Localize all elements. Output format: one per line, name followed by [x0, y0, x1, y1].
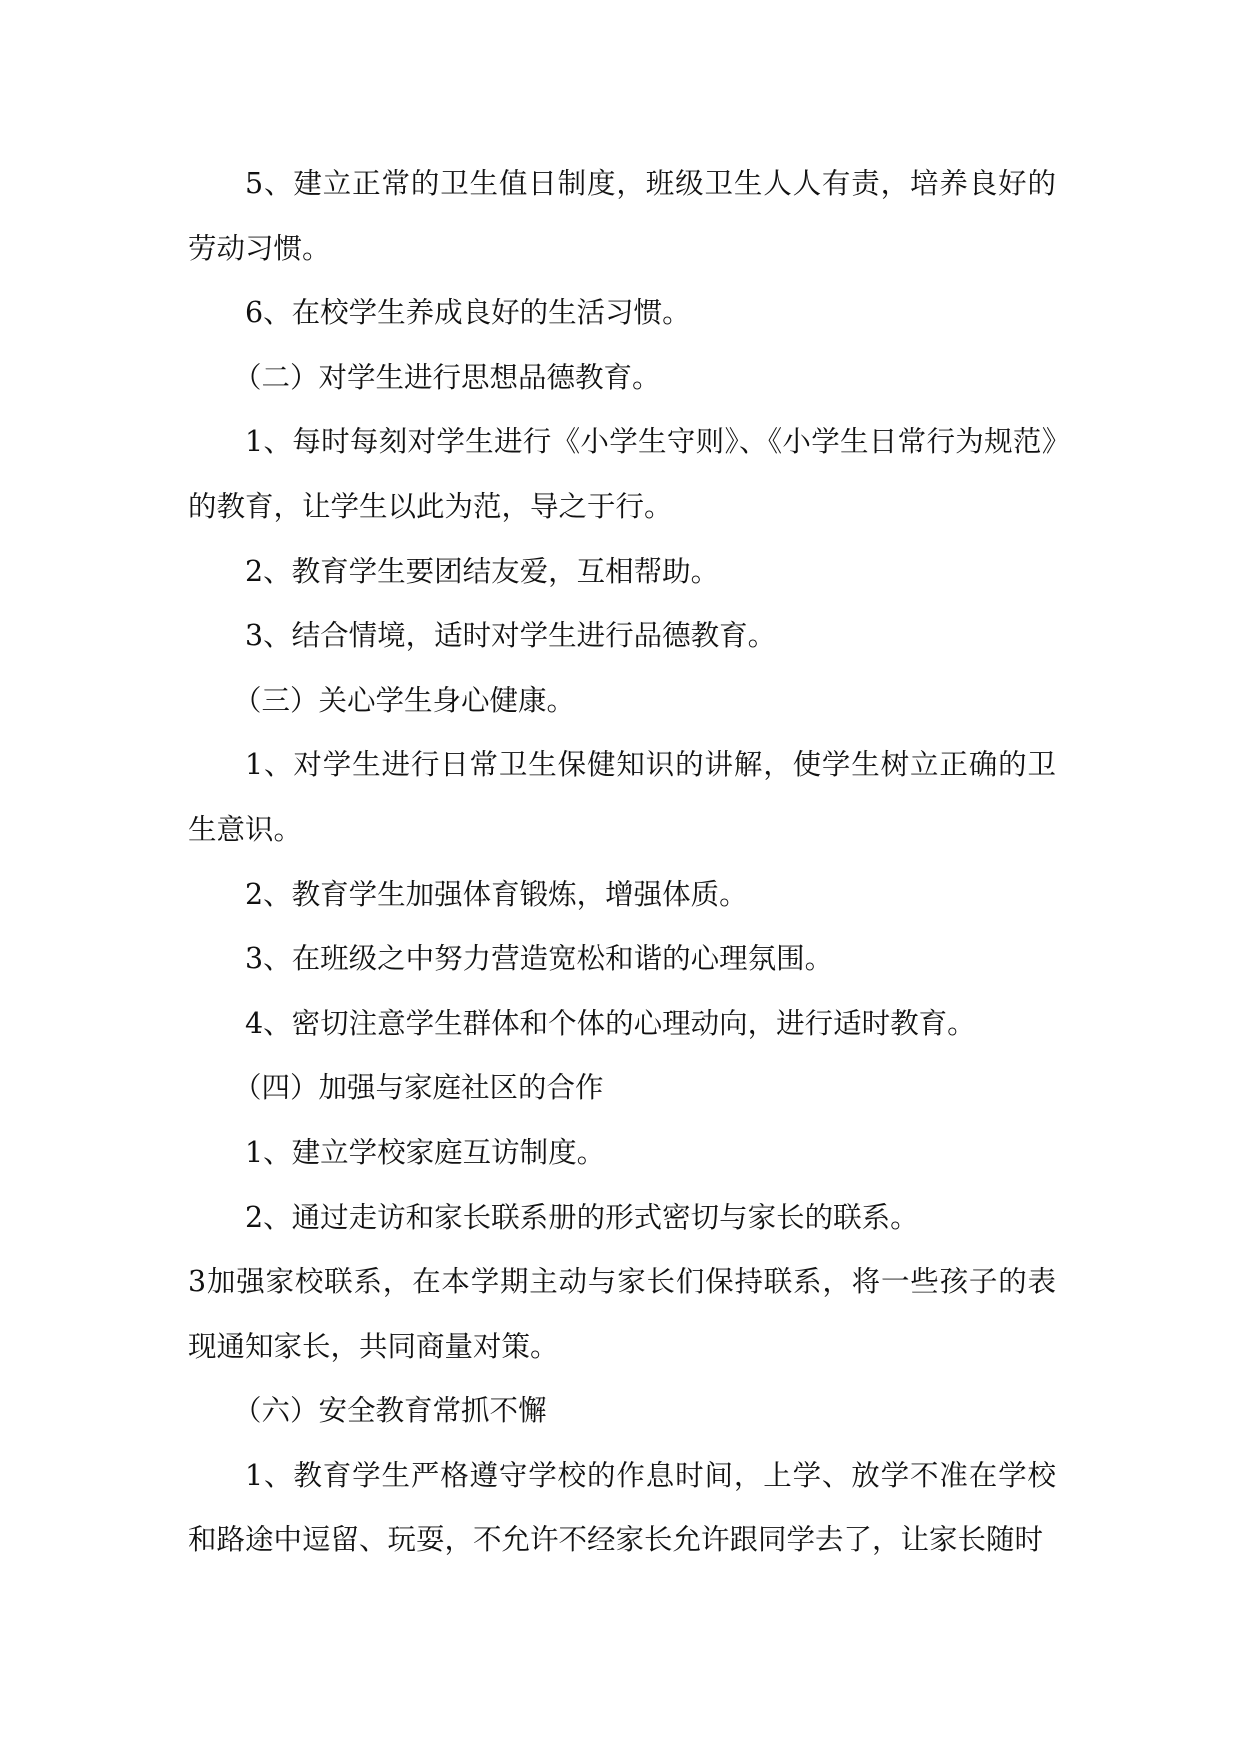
- paragraph-item-1: 1、每时每刻对学生进行《小学生守则》、《小学生日常行为规范》的教育，让学生以此为范，导之于行。: [188, 425, 1056, 523]
- section-heading-3: （三）关心学生身心健康。: [233, 683, 576, 717]
- section-heading-4: （四）加强与家庭社区的合作: [233, 1071, 604, 1105]
- paragraph-item-1: 1、对学生进行日常卫生保健知识的讲解，使学生树立正确的卫生意识。: [188, 748, 1056, 846]
- section-heading-2: （二）对学生进行思想品德教育。: [233, 360, 661, 394]
- section-heading-6: （六）安全教育常抓不懈: [233, 1394, 547, 1428]
- paragraph-item-3: 3、在班级之中努力营造宽松和谐的心理氛围。: [245, 942, 834, 976]
- paragraph-item-4: 4、密切注意学生群体和个体的心理动向，进行适时教育。: [245, 1006, 976, 1040]
- paragraph-item-3: 3、结合情境，适时对学生进行品德教育。: [245, 619, 777, 653]
- paragraph-item-5: 5、建立正常的卫生值日制度，班级卫生人人有责，培养良好的劳动习惯。: [188, 167, 1056, 265]
- paragraph-item-3: 3加强家校联系，在本学期主动与家长们保持联系，将一些孩子的表现通知家长，共同商量对策。: [188, 1265, 1056, 1363]
- paragraph-item-6: 6、在校学生养成良好的生活习惯。: [245, 296, 691, 330]
- paragraph-item-2: 2、教育学生要团结友爱，互相帮助。: [245, 554, 720, 588]
- document-body: [188, 152, 1056, 1573]
- paragraph-item-1: 1、教育学生严格遵守学校的作息时间，上学、放学不准在学校和路途中逗留、玩耍，不允许不经家长允许跟同学去了，让家长随时: [188, 1458, 1056, 1557]
- paragraph-item-2: 2、通过走访和家长联系册的形式密切与家长的联系。: [245, 1200, 919, 1234]
- paragraph-item-1: 1、建立学校家庭互访制度。: [245, 1135, 606, 1169]
- paragraph-item-2: 2、教育学生加强体育锻炼，增强体质。: [245, 877, 748, 911]
